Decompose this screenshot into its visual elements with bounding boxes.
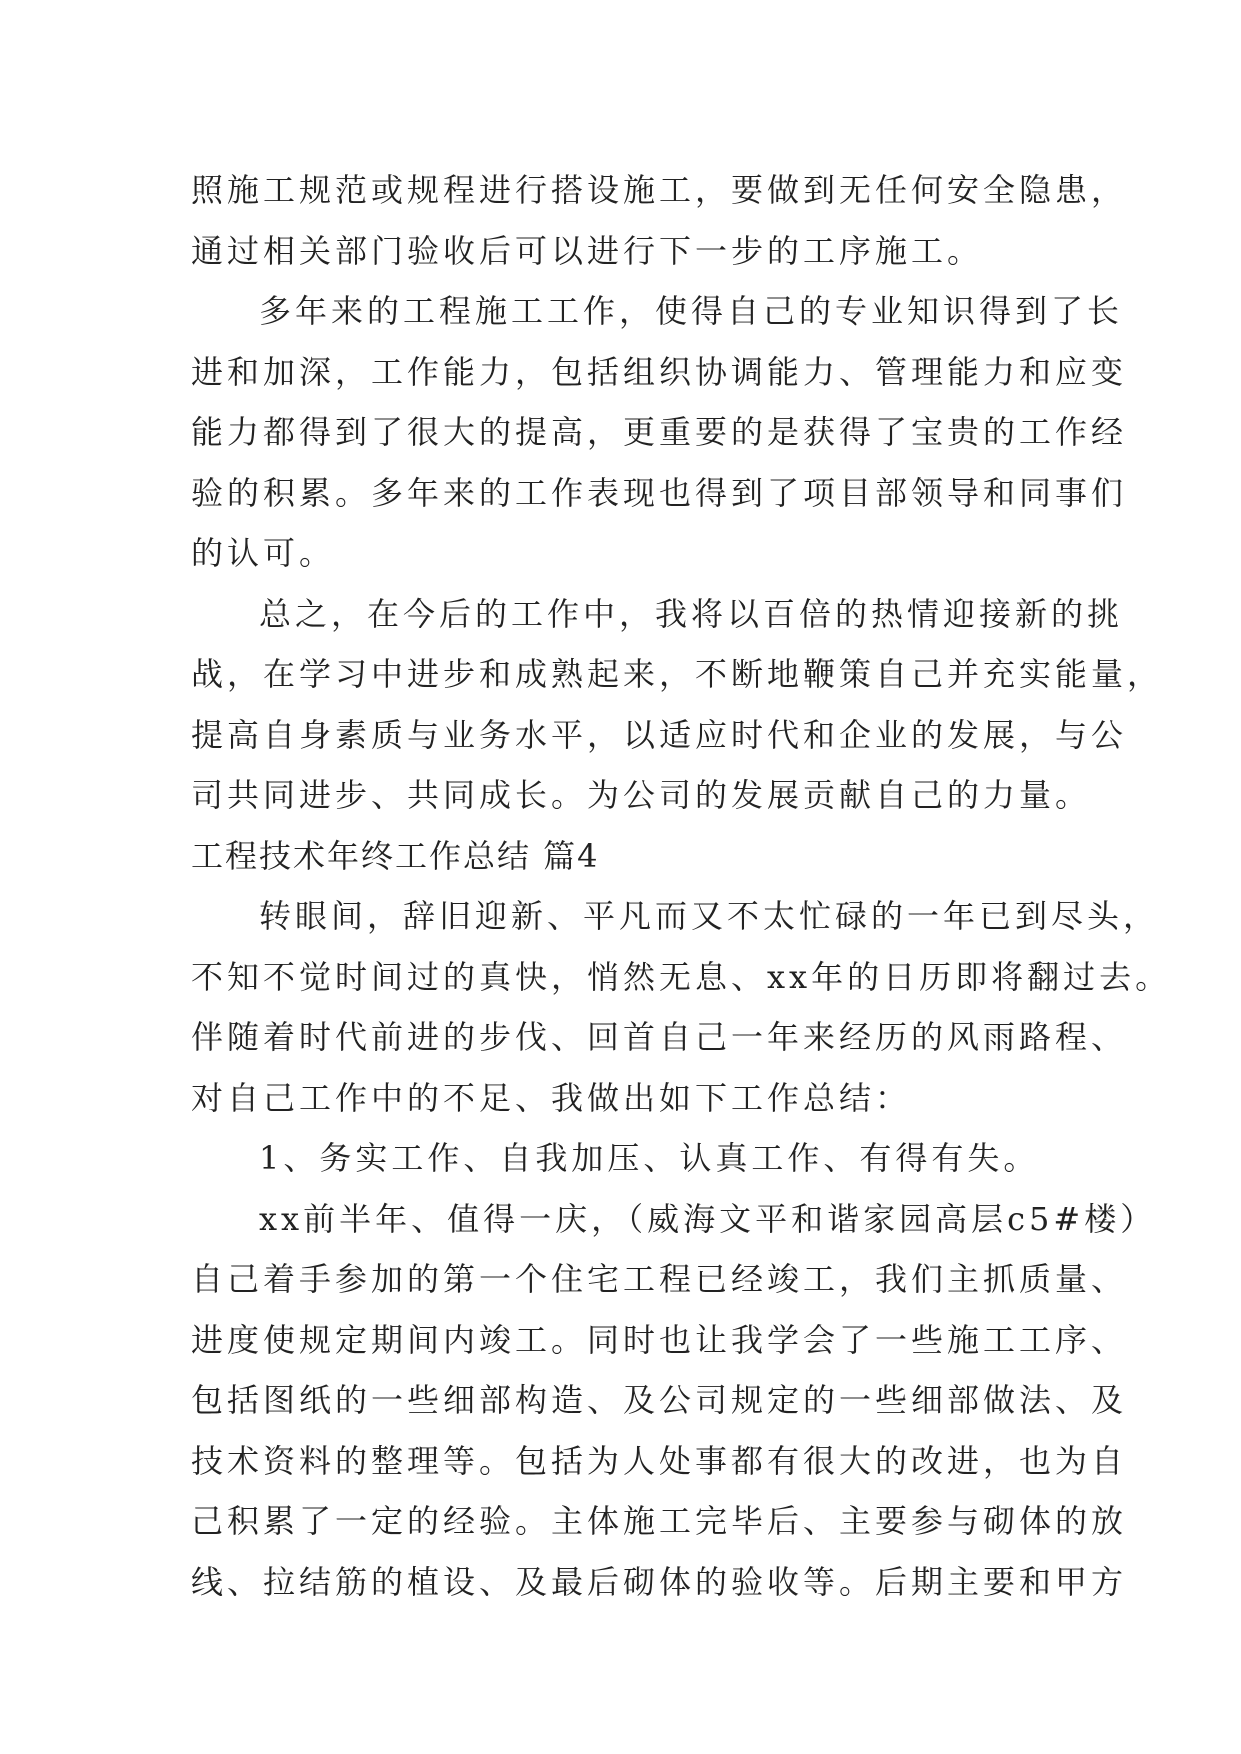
text-line: 提高自身素质与业务水平，以适应时代和企业的发展，与公 bbox=[191, 715, 1128, 754]
text-line: 验的积累。多年来的工作表现也得到了项目部领导和同事们 bbox=[191, 473, 1128, 512]
text-line: 自己着手参加的第一个住宅工程已经竣工，我们主抓质量、 bbox=[191, 1260, 1128, 1298]
text-line: 通过相关部门验收后可以进行下一步的工序施工。 bbox=[191, 231, 984, 270]
document-body bbox=[191, 160, 1172, 1612]
text-line: 进度使规定期间内竣工。同时也让我学会了一些施工工序、 bbox=[191, 1320, 1128, 1359]
text-line: 能力都得到了很大的提高，更重要的是获得了宝贵的工作经 bbox=[191, 413, 1128, 451]
paragraph-start-line: 总之，在今后的工作中，我将以百倍的热情迎接新的挑 bbox=[259, 594, 1124, 633]
text-line: 己积累了一定的经验。主体施工完毕后、主要参与砌体的放 bbox=[191, 1502, 1128, 1540]
text-line: 照施工规范或规程进行搭设施工，要做到无任何安全隐患， bbox=[191, 171, 1128, 209]
text-line: 对自己工作中的不足、我做出如下工作总结： bbox=[191, 1078, 912, 1117]
text-line: 技术资料的整理等。包括为人处事都有很大的改进，也为自 bbox=[191, 1441, 1128, 1480]
text-line: 战，在学习中进步和成熟起来，不断地鞭策自己并充实能量， bbox=[191, 655, 1164, 693]
text-line: 不知不觉时间过的真快，悄然无息、xx年的日历即将翻过去。 bbox=[191, 957, 1172, 996]
list-item-line: 1、务实工作、自我加压、认真工作、有得有失。 bbox=[259, 1139, 1040, 1177]
paragraph-start-line: 转眼间，辞旧迎新、平凡而又不太忙碌的一年已到尽头， bbox=[259, 897, 1160, 935]
paragraph-start-line: 多年来的工程施工工作，使得自己的专业知识得到了长 bbox=[259, 292, 1124, 330]
section-heading: 工程技术年终工作总结 篇4 bbox=[191, 836, 600, 875]
text-line: 包括图纸的一些细部构造、及公司规定的一些细部做法、及 bbox=[191, 1381, 1128, 1419]
paragraph-start-line: xx前半年、值得一庆，（威海文平和谐家园高层c5#楼） bbox=[259, 1199, 1157, 1238]
text-line: 伴随着时代前进的步伐、回首自己一年来经历的风雨路程、 bbox=[191, 1018, 1128, 1056]
text-line: 的认可。 bbox=[191, 534, 336, 572]
text-line: 司共同进步、共同成长。为公司的发展贡献自己的力量。 bbox=[191, 776, 1092, 814]
text-line: 进和加深，工作能力，包括组织协调能力、管理能力和应变 bbox=[191, 352, 1128, 391]
text-line: 线、拉结筋的植设、及最后砌体的验收等。后期主要和甲方 bbox=[191, 1562, 1128, 1601]
